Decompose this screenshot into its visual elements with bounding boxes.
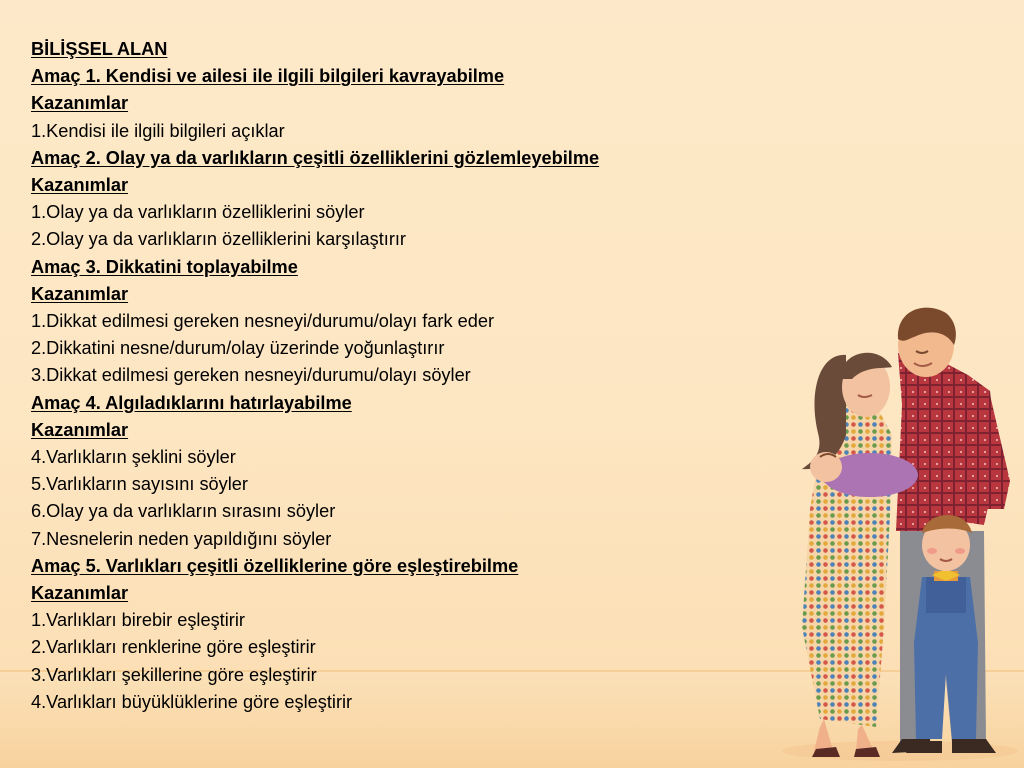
- text-line: Kazanımlar: [31, 175, 129, 196]
- text-line: 2.Varlıkları renklerine göre eşleştirir: [31, 637, 316, 658]
- text-line: 1.Dikkat edilmesi gereken nesneyi/durumu/olayı fark eder: [31, 311, 494, 332]
- text-line: Kazanımlar: [31, 93, 129, 114]
- text-line: 6.Olay ya da varlıkların sırasını söyler: [31, 501, 336, 522]
- slide-text-body: [31, 36, 791, 716]
- text-line: BİLİŞSEL ALAN: [31, 39, 168, 59]
- text-line: 3.Dikkat edilmesi gereken nesneyi/durumu/olayı söyler: [31, 365, 471, 386]
- family-illustration-icon: [780, 295, 1024, 765]
- text-line: 1.Kendisi ile ilgili bilgileri açıklar: [31, 120, 285, 141]
- text-line: Kazanımlar: [31, 419, 129, 440]
- text-line: 1.Varlıkları birebir eşleştirir: [31, 610, 245, 631]
- text-line: Amaç 2. Olay ya da varlıkların çeşitli özelliklerini gözlemleyebilme: [31, 147, 600, 168]
- text-line: 5.Varlıkların sayısını söyler: [31, 474, 248, 495]
- text-line: 2.Olay ya da varlıkların özelliklerini karşılaştırır: [31, 229, 406, 250]
- text-line: Kazanımlar: [31, 283, 129, 304]
- text-line: 4.Varlıkların şeklini söyler: [31, 447, 236, 468]
- text-line: Kazanımlar: [31, 583, 129, 604]
- text-line: 2.Dikkatini nesne/durum/olay üzerinde yoğunlaştırır: [31, 338, 445, 359]
- text-line: Amaç 5. Varlıkları çeşitli özelliklerine göre eşleştirebilme: [31, 555, 519, 576]
- text-line: 7.Nesnelerin neden yapıldığını söyler: [31, 528, 332, 549]
- text-line: 4.Varlıkları büyüklüklerine göre eşleştirir: [31, 691, 353, 712]
- text-line: Amaç 4. Algıladıklarını hatırlayabilme: [31, 392, 352, 413]
- text-line: 3.Varlıkları şekillerine göre eşleştirir: [31, 664, 317, 685]
- text-line: Amaç 1. Kendisi ve ailesi ile ilgili bilgileri kavrayabilme: [31, 66, 505, 87]
- text-line: 1.Olay ya da varlıkların özelliklerini söyler: [31, 202, 365, 223]
- text-line: Amaç 3. Dikkatini toplayabilme: [31, 256, 298, 277]
